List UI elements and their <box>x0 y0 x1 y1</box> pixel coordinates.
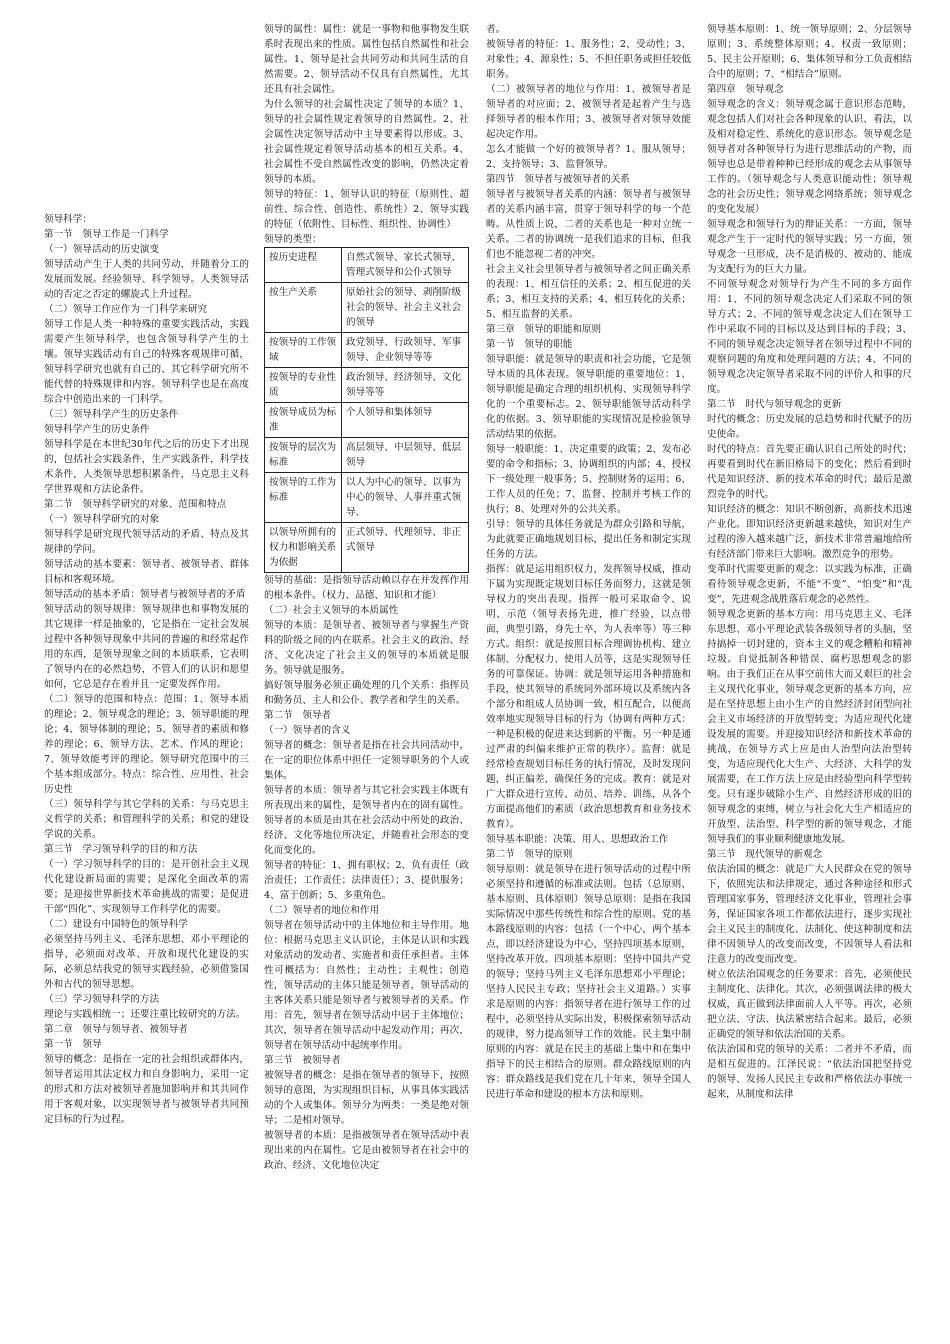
paragraph: 第三节 学习领导科学的目的和方法 <box>44 844 198 855</box>
table-row <box>265 403 469 438</box>
paragraph: 第一节 领导工作是一门科学 <box>44 229 169 240</box>
paragraph: 领导的概念：是指在一定的社会组织或群体内，领导者运用其法定权力和自身影响力，采用一定的形式和方法对被领导者施加影响并和其共同作用于客观对象，以实现领导者与被领导者共同预定目标的行为过程。 <box>44 1054 249 1125</box>
type-criterion-cell: 按领导的工作为标准 <box>265 473 342 523</box>
paragraph: 领导观念和领导行为的辩证关系：一方面，领导观念产生于一定时代的领导实践；另一方面，领导观念一旦形成，决不是消极的、被动的、能成为支配行为的巨大力量。 <box>707 219 912 275</box>
paragraph: 领导科学产生的历史条件 <box>44 424 150 435</box>
type-categories-cell: 原始社会的领导、剥削阶级社会的领导、社会主义社会的领导 <box>342 283 469 333</box>
paragraph: 依法治国的概念：就是广大人民群众在党的领导下，依照宪法和法律规定，通过各种途径和形式管理国家事务，管理经济文化事业，管理社会事务，保证国家各项工作都依法进行，逐步实现社会主义民主的制度化、法制化、使这种制度和法律不因领导人的改变而改变，不因领导人看法和注意力的改变而改变。 <box>707 864 912 965</box>
paragraph: 领导活动的基本要素：领导者、被领导者、群体目标和客观环境。 <box>44 559 249 585</box>
paragraph: 领导观念的含义：领导观念属于意识形态范畴，观念包括人们对社会各种现象的认识、看法，以及相对稳定性、系统化的意识形态。领导观念是领导者对各种领导行为进行思维活动的产物，而领导也总是带着种种已经形成的观念去从事领导工作的。（领导观念与人类意识能动性；领导观念的社会历史性；领导观念网络系统；领导观念的变化发展） <box>707 99 912 215</box>
leadership-types-table <box>264 247 469 573</box>
paragraph: 第三章 领导的职能和原则 <box>486 324 602 335</box>
paragraph: 依法治国和党的领导的关系：二者并不矛盾，而是相互促进的。江泽民说：“依法治国把坚持党的领导、发扬人民民主专政和严格依法办事统一起来，从制度和法律 <box>707 1044 912 1100</box>
paragraph: 领导者与被领导者关系的内涵：领导者与被领导者的关系内涵丰富，贯穿于领导科学的每一个范畴。从性质上说，二者的关系也是一种对立统一关系。二者的协调统一是我们追求的目标，但我们也不能忽视二者的冲突。 <box>486 189 691 260</box>
paragraph: 领导者在领导活动中的主体地位和主导作用。地位：根据马克思主义认识论，主体是认识和实践对象活动的发动者、实施者和责任承担者。主体性可概括为：自然性；主动性；主观性；创造性，领导活动的主体只能是领导者，领导活动的主客体关系只能是领导者与被领导者的关系。作用：首先，领导者在领导活动中居于主体地位；其次，领导者在领导活动中起发动作用；再次，领导者在领导活动中起统率作用。 <box>264 920 469 1051</box>
paragraph: 变革时代需要更新的观念：以实践为标准，正确看待领导观念更新，不能“不变”、“怕变”和“乱变”，先进观念战胜落后观念的必然性。 <box>707 564 912 605</box>
paragraph: （二）领导者的地位和作用 <box>264 905 380 916</box>
paragraph: （一）领导科学研究的对象 <box>44 514 160 525</box>
paragraph: 时代的特点：首先要正确认识自己所处的时代；再要看到时代在新旧格局下的变化；然后看到时代是知识经济、新的技术革命的时代；最后是激烈竞争的时代。 <box>707 444 912 500</box>
paragraph: （三）领导科学与其它学科的关系：与马克思主义哲学的关系；和管理科学的关系；和党的建设学说的关系。 <box>44 799 249 840</box>
paragraph: 被领导者的本质：是指被领导者在领导活动中表现出来的内在属性。它是由被领导者在社会中的政治、经济、文化地位决定 <box>264 1130 469 1171</box>
paragraph: 被领导者的概念：是指在领导者的领导下，按照领导的意图，为实现组织目标，从事具体实践活动的个人或集体。领导分为两类：一类是绝对领导；二是相对领导。 <box>264 1070 469 1126</box>
paragraph: 第三节 现代领导的新观念 <box>707 849 823 860</box>
paragraph: 领导原则：就是领导在进行领导活动的过程中所必须坚持和遵循的标准或法则。包括（总原则、基本原则、具体原则）领导总原则：是指在我国实际情况中那些传统性和综合性的原则。党的基本路线原则的内容：包括（一个中心，两个基本点，即以经济建设为中心，坚持四项基本原则，坚持改革开放。四项基本原则：坚持中国共产党的领导；坚持马列主义毛泽东思想邓小平理论；坚持人民民主专政；坚持社会主义道路。）实事求是原则的内容：指领导者在进行领导工作的过程中，必须坚持从实际出发，积极探索领导活动的规律，努力提高领导工作的效能。民主集中制原则的内容：就是在民主的基础上集中和在集中指导下的民主相结合的原则。群众路线原则的内容：群众路线是我们党在几十年来，领导全国人民进行革命和建设的根本方法和原则。 <box>486 864 691 1100</box>
type-criterion-cell: 按领导的专业性质 <box>265 368 342 403</box>
type-criterion-cell: 按生产关系 <box>265 283 342 333</box>
paragraph: 领导科学是在本世纪30年代之后的历史下才出现的，包括社会实践条件，生产实践条件，科学技术条件，人类领导思想积累条件，马克思主义科学世界观和方法论条件。 <box>44 439 249 495</box>
type-criterion-cell: 按领导的工作领域 <box>265 333 342 368</box>
paragraph: 社会主义社会里领导者与被领导者之间正确关系的表现：1、相互信任的关系；2、相互促进的关系；3、相互支持的关系；4、相互转化的关系；5、相互监督的关系。 <box>486 264 691 320</box>
paragraph: 领导科学： <box>44 214 92 225</box>
column-3 <box>486 22 691 1102</box>
paragraph: 怎么才能做一个好的被领导者？1、服从领导；2、支持领导；3、监督领导。 <box>486 144 691 170</box>
type-criterion-cell: 按领导的层次为标准 <box>265 438 342 473</box>
paragraph: 领导的属性：属性：就是一事物和他事物发生联系时表现出来的性质。属性包括自然属性和社会属性。1、领导是社会共同劳动和共同生活的自然需要。2、领导活动不仅具有自然属性，尤其还具有社会属性。 <box>264 24 469 95</box>
paragraph: 领导者的特征：1、拥有职权；2、负有责任（政治责任；工作责任；法律责任）；3、提供服务；4、富于创新；5、多重角色。 <box>264 860 469 901</box>
paragraph: （一）领导活动的历史演变 <box>44 244 160 255</box>
paragraph: 指挥：就是运用组织权力，发挥领导权威，推动下属为实现既定规划目标任务而努力，这就是领导权力的突出表现。指挥一般可采取命令、说明、示范（领导表扬先进，推广经验，以点带面，典型引路，身先士卒，为人表率等）等三种方式。组织：就是按照目标合理调协机构、建立体制、分配权力、使用人员等，这是实现领导任务的可靠保证。协调：就是领导运用各种措施和手段，使其领导的系统同外部环境以及系统内各个部分和组成人员协调一致，相互配合，以便高效率地实现领导目标的行为（协调有两种方式：一种是积极的促进来达到新的平衡。另一种是通过严肃的纠偏来维护正常的秩序）。监督：就是经常检查规划目标任务的执行情况，及时发现问题，纠正偏差，确保任务的完成。教育：就是对广大群众进行宣传、动员、培养、训练，从各个方面提高他们的素质（政治思想教育和业务技术教育）。 <box>486 564 691 830</box>
type-criterion-cell: 以领导所拥有的权力和影响关系为依据 <box>265 523 342 573</box>
column-4 <box>707 22 912 1102</box>
paragraph: 领导工作是人类一种特殊的重要实践活动，实践需要产生领导科学，也包含领导科学产生的土壤。领导实践活动有自己的特殊客观规律可循，领导科学研究也就有自己的、其它科学研究所不能代替的特殊规律和内容。领导科学也是在高度综合中创造出来的一门科学。 <box>44 319 249 405</box>
paragraph: 第三节 被领导者 <box>264 1055 341 1066</box>
paragraph: 引导：领导的具体任务就是为群众引路和导航，为此就要正确地规划目标，提出任务和制定实现任务的方法。 <box>486 519 691 560</box>
paragraph: 第一节 领导 <box>44 1039 102 1050</box>
paragraph: 领导基本原则：1、统一领导原则；2、分层领导原则；3、系统整体原则；4、权责一致原则；5、民主公开原则；6、集体领导和分工负责相结合中的原则；7、“相结合”原则。 <box>707 24 912 80</box>
paragraph: 第二节 领导的原则 <box>486 849 573 860</box>
paragraph: 领导观念更新的基本方向：用马克思主义、毛泽东思想、邓小平理论武装各级领导者的头脑，坚持搞掉一切封建的，资本主义的观念糟粕和精神垃圾。自觉抵制各种错误、腐朽思想观念的影响。由于我们正在从事空前伟大而又艰巨的社会主义现代化事业，领导观念更新的基本方向，应是在坚持思想上由小生产的自然经济封闭型向社会主义市场经济的开放型转变；为适应现代化建设发展的需要。并迎接知识经济和新技术革命的挑战，在领导方式上应是由人治型向法治型转变，为适应现代化大生产、大经济、大科学的发展需要，在工作方法上应是由经验型向科学型转变。只有逐步破除小生产、自然经济形成的旧的领导观念的束缚，树立与社会化大生产相适应的开放型、法治型、科学型的新的领导观念，才能领导我们的事业顺利健康地发展。 <box>707 609 912 845</box>
paragraph: 必须坚持马列主义、毛泽东思想、邓小平理论的指导，必须面对改革、开放和现代化建设的实际，必须总结我党的领导实践经验，必须借鉴国外和古代的领导思想。 <box>44 934 249 990</box>
table-row <box>265 368 469 403</box>
type-criterion-cell: 按历史进程 <box>265 248 342 283</box>
table-row <box>265 438 469 473</box>
type-categories-cell: 政党领导、行政领导、军事领导、企业领导等等 <box>342 333 469 368</box>
paragraph: 不同领导观念对领导行为产生不同的多方面作用：1、不同的领导观念决定人们采取不同的领导方式；2、不同的领导观念决定人们在领导工作中采取不同的目标以及达到目标的手段；3、不同的领导观念决定领导者在领导过程中不同的观察问题的角度和处理问题的方法；4、不同的领导观念决定领导者采取不同的评价人和事的尺度。 <box>707 279 912 395</box>
table-row <box>265 248 469 283</box>
paragraph: 领导活动产生于人类的共同劳动，并随着分工的发展而发展。经验领导、科学领导。人类领导活动的否定之否定的螺旋式上升过程。 <box>44 259 249 300</box>
type-categories-cell: 正式领导、代理领导、非正式领导 <box>342 523 469 573</box>
paragraph: （二）被领导者的地位与作用：1、被领导者是领导者的对应面；2、被领导者是起着产生与选择领导者的根本作用；3、被领导者对领导效能起决定作用。 <box>486 84 691 140</box>
paragraph: 领导者的本质：领导者与其它社会实践主体既有所表现出来的属性，是领导者内在的固有属性。领导者的本质是由其在社会活动中所处的政治、经济、文化等地位所决定，并随着社会形态的变化而变化的。 <box>264 785 469 856</box>
paragraph: 第四节 领导者与被领导者的关系 <box>486 174 630 185</box>
paragraph: （一）学习领导科学的目的：是开创社会主义现代化建设新局面的需要；是深化全面改革的需要；是迎接世界新技术革命挑战的需要；是促进干部“四化”、实现领导工作科学化的需要。 <box>44 859 249 915</box>
type-categories-cell: 以人为中心的领导、以事为中心的领导、人事并重式领导、 <box>342 473 469 523</box>
paragraph: 领导的基础：是指领导活动赖以存在并发挥作用的根本条件。（权力、品德、知识和才能） <box>264 575 469 601</box>
paragraph: 为什么领导的社会属性决定了领导的本质？1、领导的社会属性规定着领导的自然属性。2、社会属性决定领导活动中主导要素得以形成。3、社会属性规定着领导活动基本的相互关系。4、社会属性不受自然属性改变的影响，仍然决定着领导的本质。 <box>264 99 469 185</box>
paragraph: （二）社会主义领导的本质属性 <box>264 605 399 616</box>
paragraph: 树立依法治国观念的任务要求：首先，必须使民主制度化、法律化。其次，必须强调法律的极大权威，真正做到法律面前人人平等。再次，必须把立法、守法、执法紧密结合起来。最后，必须正确党的领导和依法治国的关系。 <box>707 969 912 1040</box>
paragraph: 第二章 领导与领导者、被领导者 <box>44 1024 188 1035</box>
paragraph: 领导基本职能：决策、用人、思想政治工作 <box>486 834 669 845</box>
paragraph: 第二节 时代与领导观念的更新 <box>707 399 842 410</box>
type-categories-cell: 个人领导和集体领导 <box>342 403 469 438</box>
paragraph: 第二节 领导者 <box>264 710 332 721</box>
paragraph: （二）领导工作应作为一门科学来研究 <box>44 304 208 315</box>
paragraph: （三）学习领导科学的方法 <box>44 994 160 1005</box>
paragraph: 领导的本质：是领导者、被领导者与掌握生产资料的阶级之间的内在联系。社会主义的政治、经济、文化决定了社会主义的领导的本质就是服务。领导就是服务。 <box>264 620 469 676</box>
paragraph: （一）领导者的含义 <box>264 725 351 736</box>
column-2 <box>264 22 469 1173</box>
table-row <box>265 333 469 368</box>
paragraph: 领导者的概念：领导者是指在社会共同活动中，在一定的职位体系中担任一定领导职务的个人或集体。 <box>264 740 469 781</box>
paragraph: 理论与实践相统一；还要注重比较研究的方法。 <box>44 1009 246 1020</box>
type-categories-cell: 自然式领导、家长式领导、管理式领导和公仆式领导 <box>342 248 469 283</box>
paragraph: 知识经济的概念：知识不断创新，高新技术迅速产业化。即知识经济更新越来越快，知识对生产过程的渗入越来越广泛，新技术非常普遍地给所有经济部门带来巨大影响。激烈竞争的形势。 <box>707 504 912 560</box>
type-categories-cell: 高层领导、中层领导、低层领导 <box>342 438 469 473</box>
table-row <box>265 283 469 333</box>
type-criterion-cell: 按领导成员为标准 <box>265 403 342 438</box>
paragraph: 搞好领导服务必须正确处理的几个关系：指挥员和勤务员、主人和公仆、教学者和学生的关系。 <box>264 680 469 706</box>
paragraph: 领导的类型： <box>264 234 322 245</box>
paragraph: 被领导者的特征：1、服务性；2、受动性；3、对象性；4、源泉性；5、不担任职务或担任较低职务。 <box>486 39 691 80</box>
paragraph: 领导的特征：1、领导认识的特征（原则性、超前性、综合性、创造性、系统性）2、领导实践的特征（依附性、目标性、组织性、协调性） <box>264 189 469 230</box>
paragraph: 领导科学是研究现代领导活动的矛盾、特点及其规律的学问。 <box>44 529 249 555</box>
paragraph: 领导一般职能：1、决定重要的政策；2、发布必要的命令和指标；3、协调组织的内部；4、授权下一级处理一般事务；5、控制财务的运用；6、工作人员的任免；7、监督、控制并考核工作的执行；8、处理对外的公共关系。 <box>486 444 691 515</box>
column-1 <box>44 212 249 1127</box>
paragraph: 第四章 领导观念 <box>707 84 784 95</box>
type-categories-cell: 政治领导、经济领导、文化领导等等 <box>342 368 469 403</box>
paragraph: 时代的概念：历史发展的总趋势和时代赋予的历史使命。 <box>707 414 912 440</box>
paragraph: 第一节 领导的职能 <box>486 339 573 350</box>
paragraph: （二）建设有中国特色的领导科学 <box>44 919 188 930</box>
paragraph: 领导活动的基本矛盾：领导者与被领导者的矛盾 <box>44 589 246 600</box>
paragraph: 领导职能：就是领导的职责和社会功能，它是领导本质的具体表现。领导职能的重要地位：1、领导职能是确定合理的组织机构、实现领导科学化的一个重要标志。2、领导职能领导活动科学化的依据。3、领导职能的实现情况是检验领导活动结果的依据。 <box>486 354 691 440</box>
paragraph: 者。 <box>486 24 506 35</box>
paragraph: 领导活动的领导规律：领导规律也和事物发展的其它规律一样是抽象的，它是指在一定社会发展过程中各种领导现象中共同的普遍的和经常起作用的东西，是领导现象之间的本质联系，它表明了领导内在的必然趋势，不管人们的认识和愿望如何，它总是存在着并且一定要发挥作用。 <box>44 604 249 690</box>
table-row <box>265 473 469 523</box>
paragraph: 第二节 领导科学研究的对象、范围和特点 <box>44 499 227 510</box>
paragraph: （三）领导科学产生的历史条件 <box>44 409 179 420</box>
paragraph: （二）领导的范围和特点：范围：1、领导本质的理论；2、领导观念的理论；3、领导职能的理论；4、领导体制的理论；5、领导者的素质和修养的理论；6、领导方法、艺术、作风的理论；7、领导效能考评的理论。领导研究范围中的三个基本组成部分。特点：综合性、应用性、社会历史性 <box>44 694 249 795</box>
table-row <box>265 523 469 573</box>
